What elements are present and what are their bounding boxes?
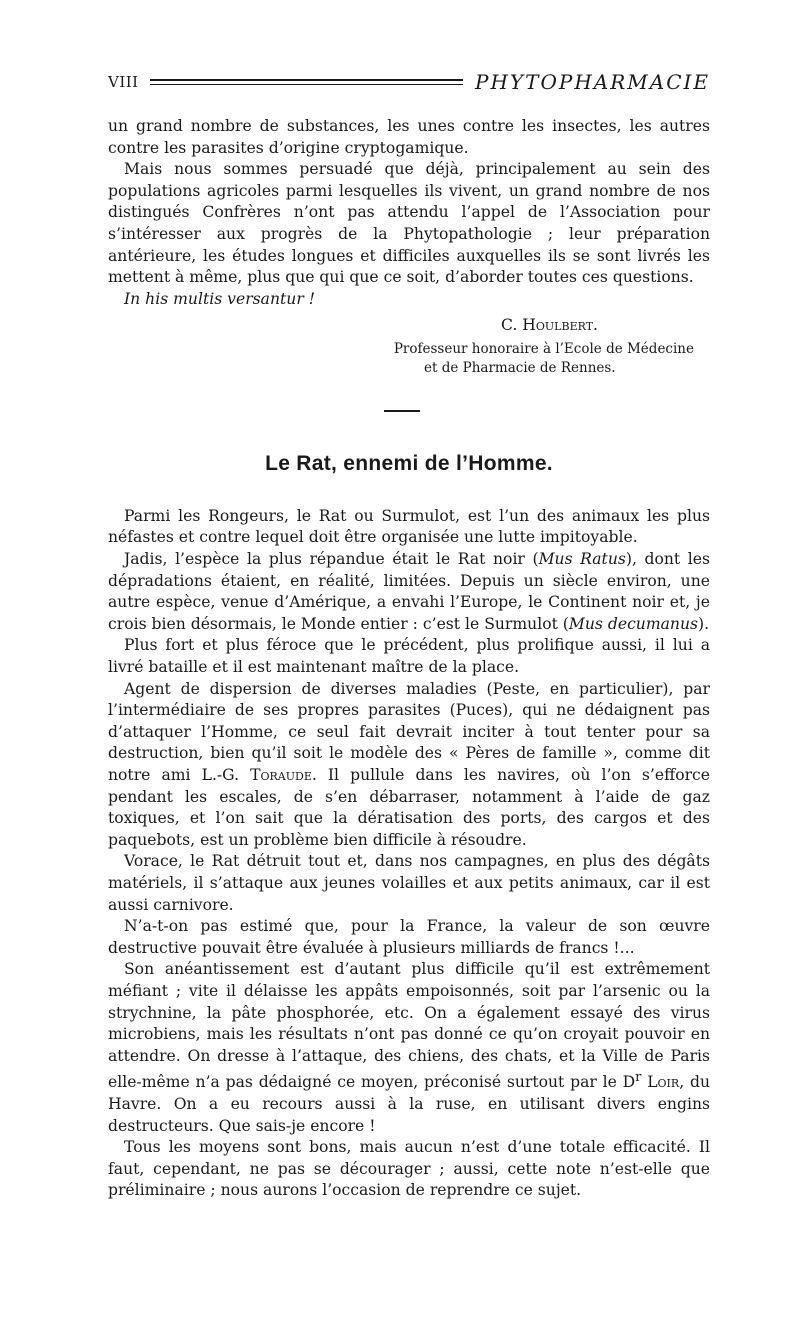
article-paragraph-8: Tous les moyens sont bons, mais aucun n’est d’une totale efficacité. Il faut, cependant, ne pas se décourager ; aussi, cette note n’est-elle que préliminaire ; nous aurons l’occasion de reprendre ce sujet. (108, 1138, 710, 1200)
header-rule-bottom (150, 84, 463, 86)
signature-title-line-1: Professeur honoraire à l’Ecole de Médecine (393, 341, 694, 358)
article-paragraph-2 (108, 549, 710, 635)
signature-surname: Houlbert. (522, 316, 598, 335)
paragraph-2-text-c: ). (698, 614, 710, 633)
article-title: Le Rat, ennemi de l’Homme. (265, 451, 553, 475)
intro-paragraph-2: Mais nous sommes persuadé que déjà, principalement au sein des populations agricoles parmi lesquelles ils vivent, un grand nombre de nos distingués Confrères n’ont pas attendu l’appel de l’Association pour s’intéresser aux progrès de la Phytopathologie ; leur préparation antérieure, les études longues et difficiles auxquelles ils se sont livrés les mettent à même, plus que qui que ce soit, d’aborder toutes ces questions. (108, 160, 710, 287)
latin-quote: In his multis versantur ! (124, 289, 316, 308)
signature-initial: C. (500, 316, 518, 335)
page-number: VIII (108, 73, 139, 91)
paragraph-4-text-b: . Il pullule dans les navires, où l’on s’efforce pendant les escales, de s’en débarraser, notamment à l’aide de gaz toxiques, et l’on sait que la dératisation des ports, des cargos et des paquebots, est un problème bien difficile à résoudre. (108, 765, 710, 849)
paragraph-2-text-a: Jadis, l’espèce la plus répandue était le Rat noir ( (124, 550, 539, 569)
paragraph-7-text-b: , du Havre. On a eu recours aussi à la ruse, en utilisant divers engins destructeurs. Que sais-je encore ! (108, 1073, 710, 1135)
signature-name (108, 314, 598, 336)
page-body (108, 116, 710, 1202)
signature-title-line-2: et de Pharmacie de Rennes. (424, 360, 616, 377)
article-paragraph-6: N’a-t-on pas estimé que, pour la France, la valeur de son œuvre destructive pouvait être évaluée à plusieurs milliards de francs !... (108, 917, 710, 957)
running-title: PHYTOPHARMACIE (475, 70, 710, 94)
paragraph-4-text-a: Agent de dispersion de diverses maladies (Peste, en particulier), par l’intermédiaire de ses propres parasites (Puces), qui ne dédaignent pas d’attaquer l’Homme, ce seul fait devrait inciter à tout tenter pour sa destruction, bien qu’il soit le modèle des « Pères de famille », comme dit notre ami L.-G. (108, 679, 710, 784)
header-rule-top (150, 79, 463, 81)
name-loir: Loir (647, 1073, 680, 1092)
article-paragraph-4 (108, 679, 710, 852)
section-separator (384, 410, 420, 412)
page-header (108, 64, 710, 100)
article-paragraph-1: Parmi les Rongeurs, le Rat ou Surmulot, est l’un des animaux les plus néfastes et contre lequel doit être organisée une lutte impitoyable. (108, 506, 710, 547)
article-paragraph-7 (108, 959, 710, 1137)
intro-paragraph-1: un grand nombre de substances, les unes contre les insectes, les autres contre les parasites d’origine cryptogamique. (108, 117, 710, 157)
species-mus-ratus: Mus Ratus (538, 550, 626, 569)
header-double-rule (150, 79, 463, 85)
species-mus-decumanus: Mus decumanus (568, 614, 699, 633)
article-paragraph-3: Plus fort et plus féroce que le précédent, plus prolifique aussi, il lui a livré bataille et il est maintenant maître de la place. (108, 636, 710, 676)
name-toraude: Toraude (250, 765, 312, 784)
doctor-abbrev-sup: r (635, 1070, 642, 1086)
article-paragraph-5: Vorace, le Rat détruit tout et, dans nos campagnes, en plus des dégâts matériels, il s’attaque aux jeunes volailles et aux petits animaux, car il est aussi carnivore. (108, 852, 710, 914)
paragraph-2-text-b: ), dont les dépradations étaient, en réalité, limitées. Depuis un siècle environ, une autre espèce, venue d’Amérique, a envahi l’Europe, le Continent noir et, je crois bien désormais, le Monde entier : c’est le Surmulot ( (108, 550, 710, 633)
paragraph-7-text-a: Son anéantissement est d’autant plus difficile qu’il est extrêmement méfiant ; vite il délaisse les appâts empoisonnés, soit par l’arsenic ou la strychnine, la pâte phosphorée, etc. On a également essayé des virus microbiens, mais les résultats n’ont pas donné ce qu’on croyait pouvoir en attendre. On dresse à l’attaque, des chiens, des chats, et la Ville de Paris elle-même n’a pas dédaigné ce moyen, préconisé surtout par le D (108, 960, 710, 1092)
